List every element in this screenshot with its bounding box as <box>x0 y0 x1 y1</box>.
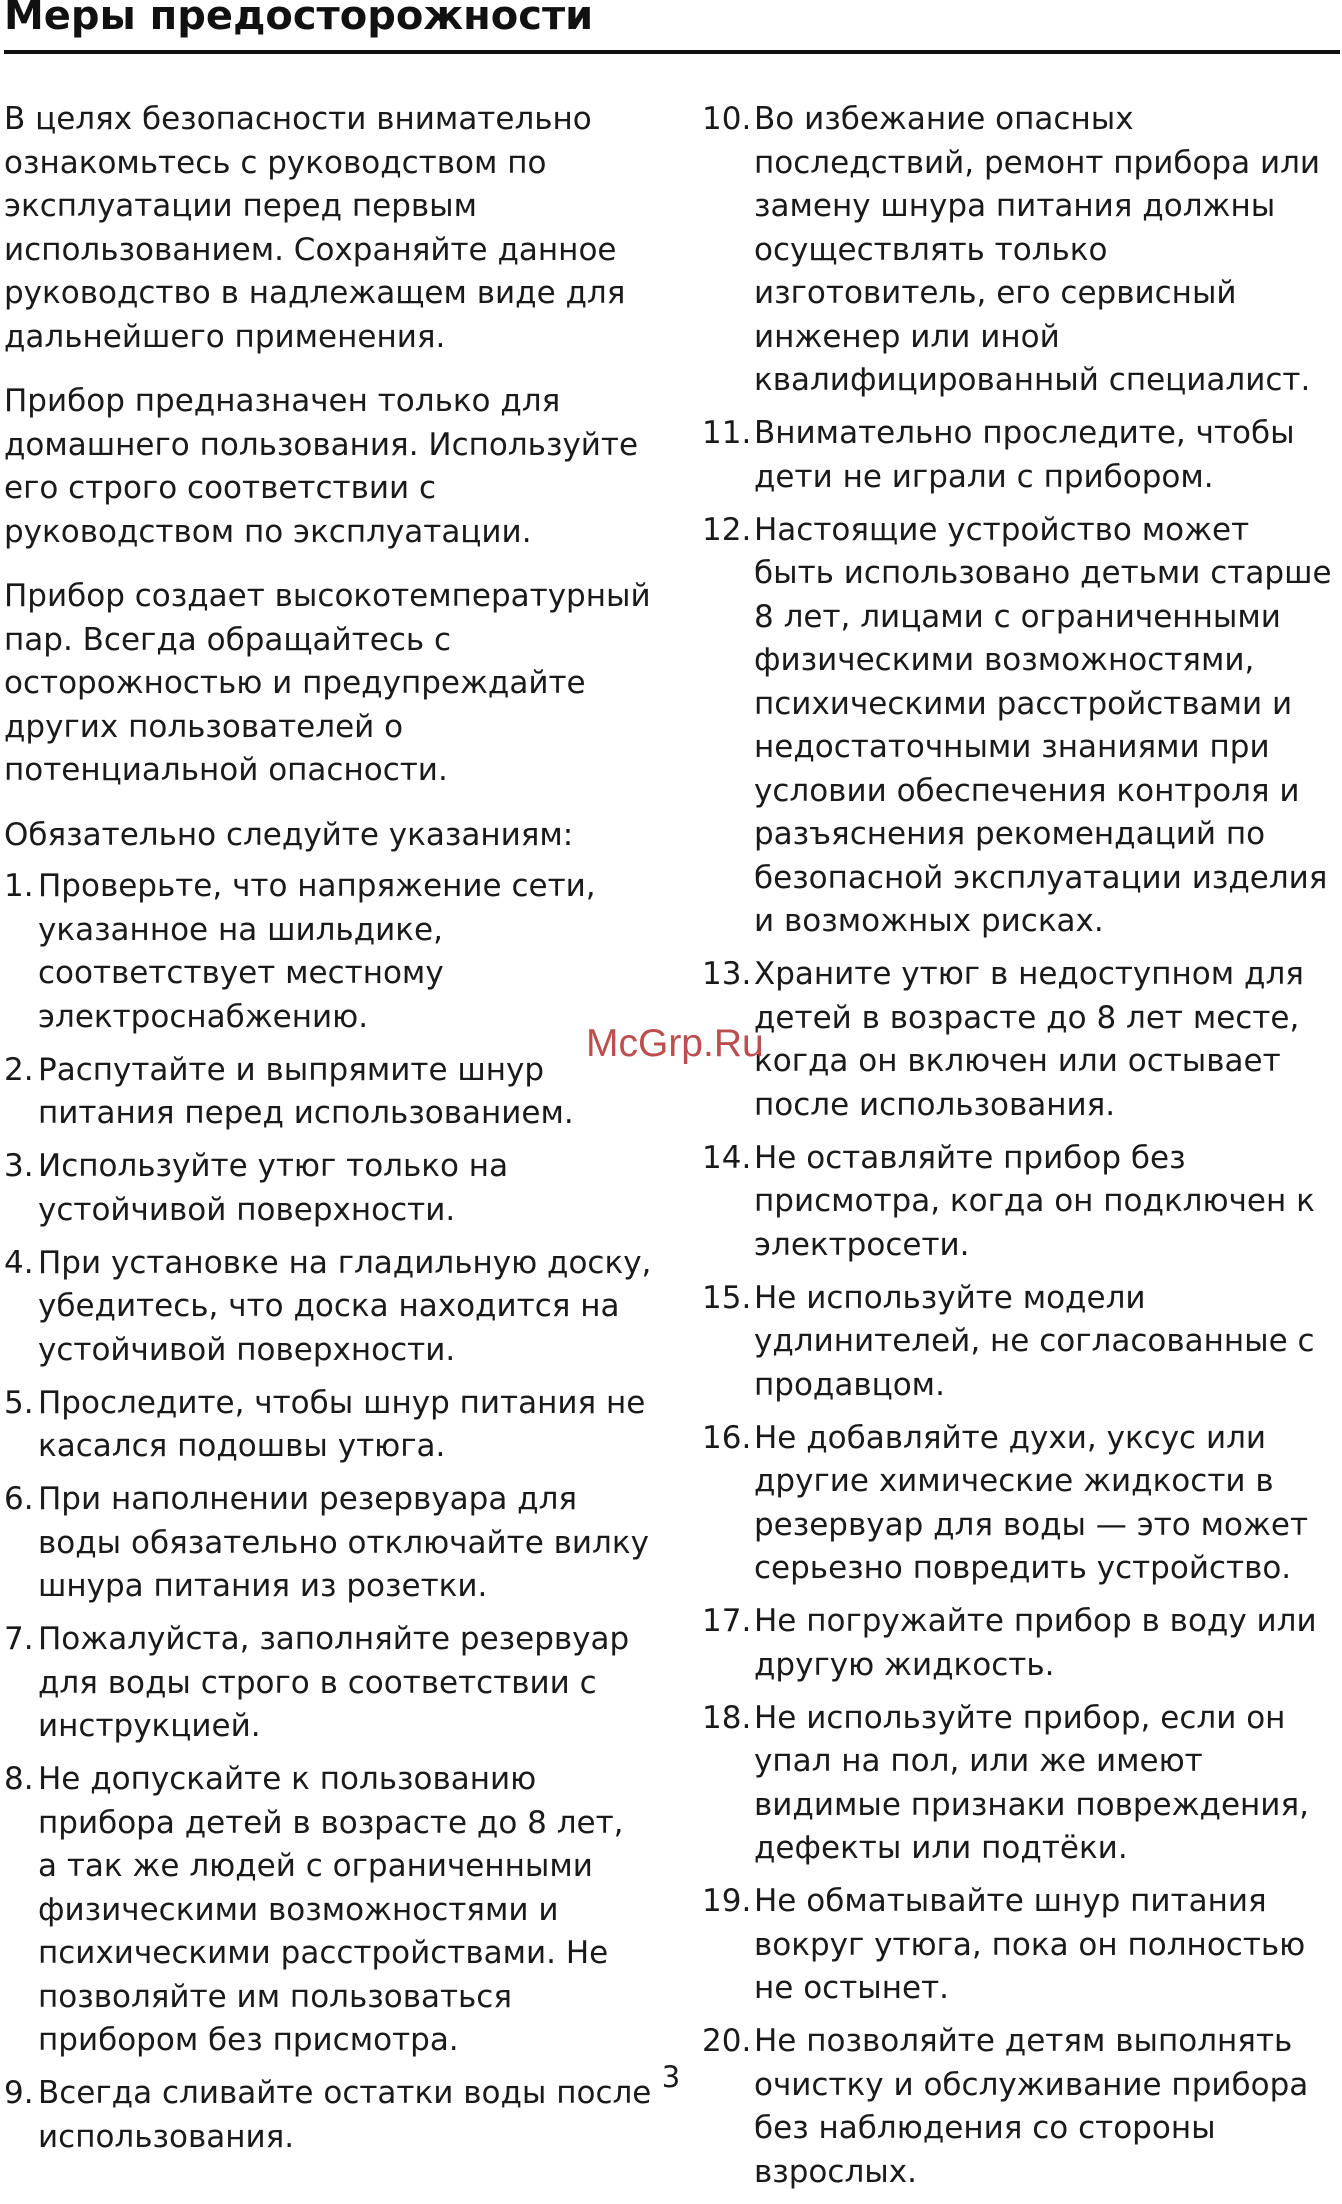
list-item-number: 20. <box>702 2023 752 2059</box>
list-item-number: 10. <box>702 101 752 137</box>
list-item-number: 2. <box>4 1051 34 1088</box>
list-item-text: Во избежание опасных последствий, ремонт прибора или замену шнура питания должны осуществлять только изготовитель, его сервисный инженер или иной квалифицированный специалист. <box>754 101 1321 398</box>
right-column <box>702 98 1338 2204</box>
watermark: McGrp.Ru <box>586 1022 764 1065</box>
intro-paragraph: Прибор предназначен только для домашнего пользования. Используйте его строго соответствии с руководством по эксплуатации. <box>4 383 639 550</box>
list-item-number: 1. <box>4 868 34 904</box>
list-item-number: 6. <box>4 1481 34 1517</box>
list-item-text: Распутайте и выпрямите шнур питания перед использованием. <box>38 1051 574 1131</box>
list-item-number: 11. <box>702 415 752 451</box>
page-number: 3 <box>661 2060 681 2094</box>
list-item-number: 14. <box>702 1139 752 1176</box>
intro-paragraph: Прибор создает высокотемпературный пар. Всегда обращайтесь с осторожностью и предупреждайте других пользователей о потенциальной опасности. <box>4 578 651 788</box>
list-item <box>702 1697 1338 1871</box>
safety-list-left <box>4 865 652 2159</box>
list-item-number: 12. <box>702 511 752 548</box>
list-item <box>4 1242 652 1373</box>
list-item-number: 19. <box>702 1883 752 1919</box>
list-item <box>702 412 1338 499</box>
list-item-number: 4. <box>4 1244 34 1281</box>
list-item <box>702 1600 1338 1687</box>
list-item <box>4 1049 652 1136</box>
list-item-text: При наполнении резервуара для воды обязательно отключайте вилку шнура питания из розетки. <box>38 1481 649 1604</box>
list-item-text: Не используйте модели удлинителей, не согласованные с продавцом. <box>754 1279 1315 1403</box>
intro-paragraph: В целях безопасности внимательно ознакомьтесь с руководством по эксплуатации перед первым использованием. Сохраняйте данное руководство в надлежащем виде для дальнейшего применения. <box>4 101 626 355</box>
list-item-text: Пожалуйста, заполняйте резервуар для воды строго в соответствии с инструкцией. <box>38 1621 630 1744</box>
list-item <box>702 1417 1338 1591</box>
list-item-text: Используйте утюг только на устойчивой поверхности. <box>38 1148 509 1228</box>
list-item <box>4 1618 652 1749</box>
list-item-number: 13. <box>702 956 752 992</box>
list-item-number: 15. <box>702 1279 752 1316</box>
list-item-text: Всегда сливайте остатки воды после использования. <box>38 2075 652 2155</box>
page-title: Меры предосторожности <box>4 0 594 39</box>
left-column <box>4 98 652 2169</box>
list-item-number: 17. <box>702 1603 752 1639</box>
list-item-text: Внимательно проследите, чтобы дети не играли с прибором. <box>754 415 1295 495</box>
list-item-text: Проследите, чтобы шнур питания не касался подошвы утюга. <box>38 1384 646 1464</box>
list-item-number: 8. <box>4 1761 34 1797</box>
list-item-number: 18. <box>702 1699 752 1736</box>
list-item-text: Не обматывайте шнур питания вокруг утюга, пока он полностью не остынет. <box>754 1883 1306 2006</box>
list-item <box>4 1145 652 1232</box>
list-item-number: 7. <box>4 1621 34 1657</box>
list-item <box>4 865 652 1039</box>
list-item <box>702 953 1338 1127</box>
list-item-text: При установке на гладильную доску, убедитесь, что доска находится на устойчивой поверхности. <box>38 1244 652 1368</box>
list-item <box>702 2020 1338 2194</box>
follow-instructions-label: Обязательно следуйте указаниям: <box>4 816 574 853</box>
list-item-text: Не погружайте прибор в воду или другую жидкость. <box>754 1603 1317 1683</box>
list-item <box>702 1137 1338 1268</box>
list-item-number: 5. <box>4 1384 34 1421</box>
list-item-text: Храните утюг в недоступном для детей в возрасте до 8 лет месте, когда он включен или остывает после использования. <box>754 956 1304 1123</box>
list-item-number: 16. <box>702 1419 752 1456</box>
list-item <box>702 509 1338 944</box>
list-item-text: Не добавляйте духи, уксус или другие химические жидкости в резервуар для воды — это может серьезно повредить устройство. <box>754 1419 1309 1586</box>
list-item <box>4 1758 652 2063</box>
list-item-text: Не допускайте к пользованию прибора детей в возрасте до 8 лет, а так же людей с ограниченными физическими возможностями и психическими расстройствами. Не позволяйте им пользоваться прибором без присмотра. <box>38 1761 624 2058</box>
list-item <box>4 1478 652 1609</box>
list-item-text: Настоящие устройство может быть использовано детьми старше 8 лет, лицами с ограниченными физическими возможностями, психическими расстройствами и недостаточными знаниями при условии обеспечения контроля и разъяснения рекомендаций по безопасной эксплуатации изделия и возможных рисках. <box>754 511 1332 939</box>
list-item-number: 3. <box>4 1148 34 1184</box>
list-item <box>702 98 1338 403</box>
list-item <box>702 1277 1338 1408</box>
list-item-text: Не используйте прибор, если он упал на пол, или же имеют видимые признаки повреждения, дефекты или подтёки. <box>754 1699 1309 1866</box>
list-item-number: 9. <box>4 2075 34 2111</box>
list-item <box>4 1382 652 1469</box>
list-item-text: Не позволяйте детям выполнять очистку и обслуживание прибора без наблюдения со стороны взрослых. <box>754 2023 1309 2190</box>
list-item-text: Не оставляйте прибор без присмотра, когда он подключен к электросети. <box>754 1139 1315 1263</box>
title-divider <box>4 50 1340 54</box>
list-item <box>702 1880 1338 2011</box>
safety-list-right <box>702 98 1338 2194</box>
list-item-text: Проверьте, что напряжение сети, указанное на шильдике, соответствует местному электроснабжению. <box>38 868 596 1035</box>
